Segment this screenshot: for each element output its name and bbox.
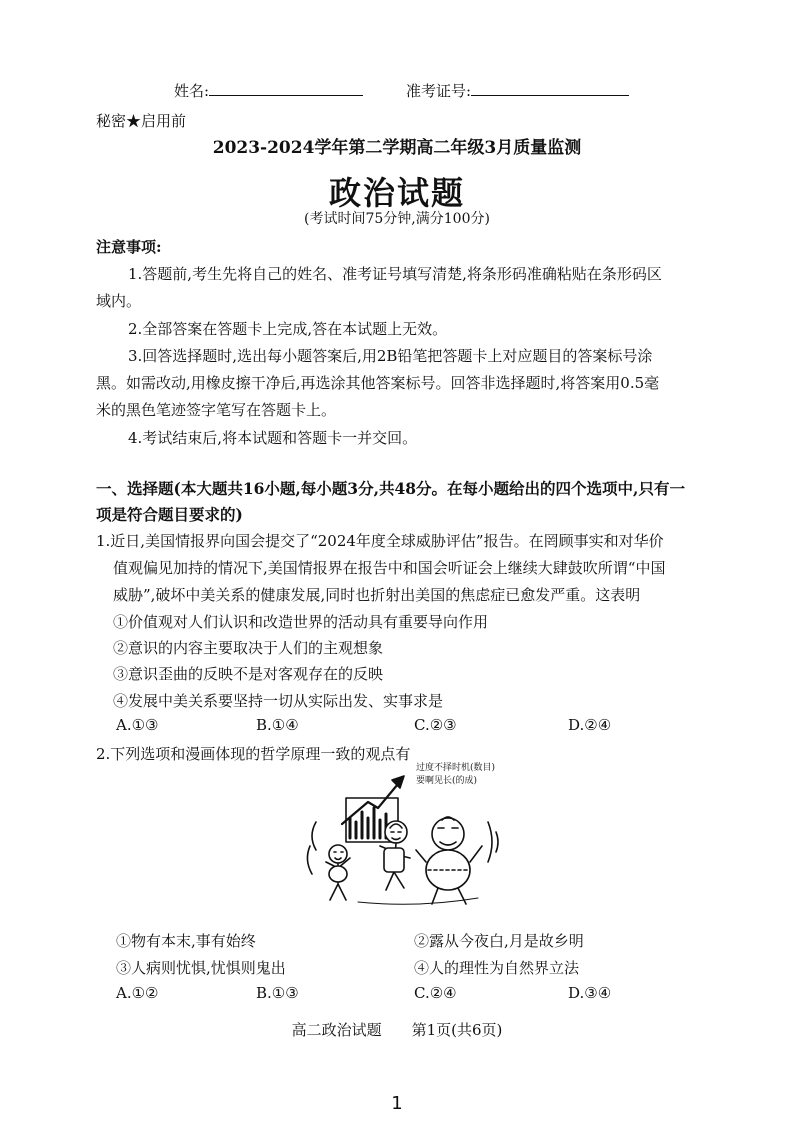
q2-stem: 2.下列选项和漫画体现的哲学原理一致的观点有 [96,745,411,763]
q2-option-b: B.①③ [256,984,299,1002]
page-number: 1 [391,1093,403,1114]
secret-mark: 秘密★启用前 [96,112,187,130]
q1-statement-4: ④发展中美关系要坚持一切从实际出发、实事求是 [113,692,444,710]
note-4: 4.考试结束后,将本试题和答题卡一并交回。 [128,429,418,447]
q1-option-d: D.②④ [568,716,612,734]
q1-stem-line-2: 值观偏见加持的情况下,美国情报界在报告中和国会听证会上继续大肆鼓吹所谓“中国 [113,559,666,577]
q1-option-a: A.①③ [116,716,159,734]
notes-heading: 注意事项: [96,238,162,256]
q1-stem-line-3: 威胁”,破坏中美关系的健康发展,同时也折射出美国的焦虑症已愈发严重。这表明 [113,586,641,604]
name-field [174,80,363,101]
q2-statement-1: ①物有本末,事有始终 [116,932,256,950]
q2-option-d: D.③④ [568,984,612,1002]
q1-stem-line-1: 1.近日,美国情报界向国会提交了“2024年度全球威胁评估”报告。在罔顾事实和对华价 [96,532,664,550]
subject-title: 政治试题 [328,174,465,212]
q2-statement-4: ④人的理性为自然界立法 [414,959,580,977]
note-2: 2.全部答案在答题卡上完成,答在本试题上无效。 [128,320,448,338]
note-3-line-2: 黑。如需改动,用橡皮擦干净后,再选涂其他答案标号。回答非选择题时,将答案用0.5毫 [96,374,660,392]
q1-statement-2: ②意识的内容主要取决于人们的主观想象 [113,639,384,657]
q2-cartoon [298,762,508,911]
cartoon-caption-1: 过度不择时机(数目) [416,763,496,773]
note-3-line-1: 3.回答选择题时,选出每小题答案后,用2B铅笔把答题卡上对应题目的答案标号涂 [128,347,653,365]
section-1-heading-line-2: 项是符合题目要求的) [96,505,243,524]
q1-statement-3: ③意识歪曲的反映不是对客观存在的反映 [113,665,384,683]
note-3-line-3: 米的黑色笔迹签字笔写在答题卡上。 [96,401,337,419]
name-label: 姓名: [174,82,210,100]
q1-statement-1: ①价值观对人们认识和改造世界的活动具有重要导向作用 [113,613,489,631]
page-footer: 高二政治试题 第1页(共6页) [291,1021,503,1039]
q2-option-c: C.②④ [414,984,457,1002]
exam-title: 2023-2024学年第二学期高二年级3月质量监测 [212,138,582,158]
section-1-heading-line-1: 一、选择题(本大题共16小题,每小题3分,共48分。在每小题给出的四个选项中,只有一 [96,479,685,498]
q1-option-c: C.②③ [414,716,457,734]
time-note: (考试时间75分钟,满分100分) [304,211,490,227]
note-1-line-2: 域内。 [96,292,142,310]
q1-option-b: B.①④ [256,716,299,734]
q2-statement-3: ③人病则忧惧,忧惧则鬼出 [116,959,286,977]
cartoon-caption-2: 要啊见长(的成) [416,776,478,786]
name-blank [209,81,363,96]
q2-option-a: A.①② [116,984,159,1002]
exam-id-label: 准考证号: [406,82,472,100]
q2-statement-2: ②露从今夜白,月是故乡明 [414,932,584,950]
note-1-line-1: 1.答题前,考生先将自己的姓名、准考证号填写清楚,将条形码准确粘贴在条形码区 [128,265,662,283]
exam-id-blank [471,81,629,96]
exam-id-field [406,80,629,101]
